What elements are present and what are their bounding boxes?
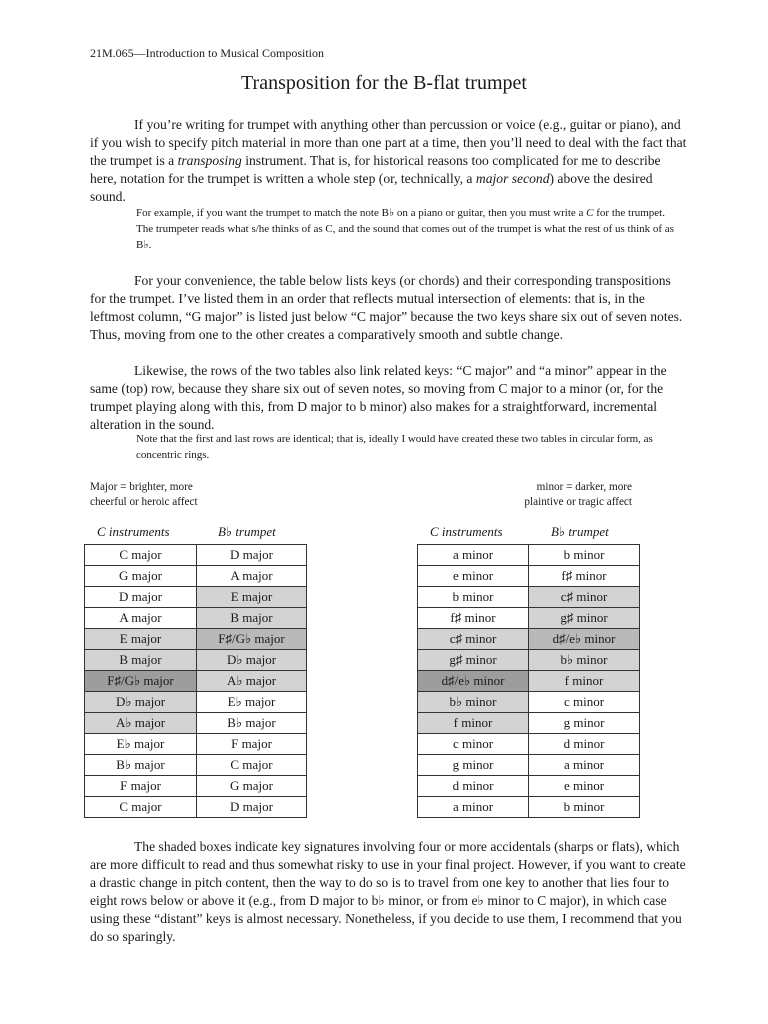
major-c-instrument-key: E major bbox=[85, 629, 197, 650]
minor-c-instrument-key: c♯ minor bbox=[418, 629, 529, 650]
major-bb-trumpet-header: B♭ trumpet bbox=[218, 524, 276, 539]
table-row bbox=[85, 734, 307, 755]
major-c-instrument-key: F♯/G♭ major bbox=[85, 671, 197, 692]
minor-c-instrument-key: a minor bbox=[418, 797, 529, 818]
minor-bb-trumpet-key: g minor bbox=[529, 713, 640, 734]
major-bb-trumpet-key: G major bbox=[197, 776, 307, 797]
major-bb-trumpet-key: D♭ major bbox=[197, 650, 307, 671]
course-header: 21M.065—Introduction to Musical Composition bbox=[90, 46, 324, 60]
minor-legend-line: minor = darker, more bbox=[536, 481, 632, 493]
major-bb-trumpet-key: E♭ major bbox=[197, 692, 307, 713]
minor-legend-line: plaintive or tragic affect bbox=[524, 496, 632, 508]
minor-c-instrument-key: b♭ minor bbox=[418, 692, 529, 713]
minor-bb-trumpet-key: b♭ minor bbox=[529, 650, 640, 671]
major-bb-trumpet-key: D major bbox=[197, 545, 307, 566]
example-note: For example, if you want the trumpet to match the note B♭ on a piano or guitar, then you must write a C for the trumpet. The trumpeter reads what s/he thinks of as C, and the sound that comes out of the trumpet is what the rest of us think of as B♭. bbox=[136, 207, 674, 251]
table-row bbox=[418, 755, 640, 776]
table-row bbox=[85, 692, 307, 713]
table-row bbox=[418, 734, 640, 755]
minor-bb-trumpet-key: f minor bbox=[529, 671, 640, 692]
major-c-instrument-key: D major bbox=[85, 587, 197, 608]
table-row bbox=[418, 713, 640, 734]
table-row bbox=[85, 671, 307, 692]
minor-bb-trumpet-key: b minor bbox=[529, 545, 640, 566]
table-row bbox=[85, 545, 307, 566]
minor-c-instrument-key: d♯/e♭ minor bbox=[418, 671, 529, 692]
table-row bbox=[418, 692, 640, 713]
minor-c-instrument-key: d minor bbox=[418, 776, 529, 797]
minor-c-instrument-key: a minor bbox=[418, 545, 529, 566]
major-c-instrument-key: D♭ major bbox=[85, 692, 197, 713]
major-c-instrument-key: E♭ major bbox=[85, 734, 197, 755]
major-c-instrument-key: C major bbox=[85, 545, 197, 566]
minor-c-instrument-key: g minor bbox=[418, 755, 529, 776]
table-row bbox=[418, 671, 640, 692]
minor-bb-trumpet-key: d minor bbox=[529, 734, 640, 755]
minor-legend bbox=[470, 480, 632, 510]
major-legend-line: Major = brighter, more bbox=[90, 481, 193, 493]
major-c-instrument-key: C major bbox=[85, 797, 197, 818]
major-c-instrument-key: B♭ major bbox=[85, 755, 197, 776]
major-c-instrument-key: A♭ major bbox=[85, 713, 197, 734]
minor-keys-table bbox=[417, 544, 640, 818]
major-bb-trumpet-key: F♯/G♭ major bbox=[197, 629, 307, 650]
related-keys-paragraph: Likewise, the rows of the two tables also link related keys: “C major” and “a minor” appear in the same (top) row, because they share six out of seven notes, so moving from C major to a minor (or, for the trumpet playing along with this, from D major to b minor) also makes for a straightforward, incremental alteration in the sound. bbox=[90, 363, 667, 432]
major-bb-trumpet-key: B♭ major bbox=[197, 713, 307, 734]
major-bb-trumpet-key: D major bbox=[197, 797, 307, 818]
minor-c-instrument-key: e minor bbox=[418, 566, 529, 587]
major-c-instrument-key: G major bbox=[85, 566, 197, 587]
major-legend bbox=[90, 480, 198, 510]
major-c-instrument-key: A major bbox=[85, 608, 197, 629]
minor-c-instrument-key: f minor bbox=[418, 713, 529, 734]
table-row bbox=[418, 566, 640, 587]
major-bb-trumpet-key: C major bbox=[197, 755, 307, 776]
table-row bbox=[418, 629, 640, 650]
table-row bbox=[85, 797, 307, 818]
minor-c-instrument-key: f♯ minor bbox=[418, 608, 529, 629]
minor-c-instruments-header: C instruments bbox=[430, 524, 503, 539]
minor-bb-trumpet-header: B♭ trumpet bbox=[551, 524, 609, 539]
table-row bbox=[85, 608, 307, 629]
shaded-boxes-paragraph: The shaded boxes indicate key signatures involving four or more accidentals (sharps or flats), which are more difficult to read and thus somewhat risky to use in your final project. However, if you want to create a drastic change in pitch content, then the way to do so is to travel from one key to another that lies four to eight rows below or above it (e.g., from D major to b♭ minor, or from e♭ minor to C major), in which case using these “distant” keys is almost necessary. Nonetheless, if you decide to use them, I recommend that you do so sparingly. bbox=[90, 839, 686, 944]
intro-paragraph: If you’re writing for trumpet with anything other than percussion or voice (e.g., guitar or piano), and if you wish to specify pitch material in more than one part at a time, then you’ll need to deal with the fact that the trumpet is a transposing instrument. That is, for historical reasons too complicated for me to describe here, notation for the trumpet is written a whole step (or, technically, a major second) above the desired sound. bbox=[90, 117, 687, 204]
major-c-instruments-header: C instruments bbox=[97, 524, 170, 539]
major-bb-trumpet-key: F major bbox=[197, 734, 307, 755]
table-row bbox=[418, 797, 640, 818]
table-row bbox=[85, 650, 307, 671]
table-explanation-paragraph: For your convenience, the table below lists keys (or chords) and their corresponding transpositions for the trumpet. I’ve listed them in an order that reflects mutual intersection of elements: that is, in the leftmost column, “G major” is listed just below “C major” because the two keys share six out of seven notes. Thus, moving from one to the other creates a comparatively smooth and subtle change. bbox=[90, 273, 683, 342]
table-row bbox=[418, 608, 640, 629]
minor-bb-trumpet-key: c♯ minor bbox=[529, 587, 640, 608]
minor-c-instrument-key: c minor bbox=[418, 734, 529, 755]
minor-bb-trumpet-key: g♯ minor bbox=[529, 608, 640, 629]
minor-c-instrument-key: g♯ minor bbox=[418, 650, 529, 671]
minor-c-instrument-key: b minor bbox=[418, 587, 529, 608]
table-row bbox=[85, 755, 307, 776]
minor-bb-trumpet-key: e minor bbox=[529, 776, 640, 797]
table-row bbox=[85, 776, 307, 797]
minor-bb-trumpet-key: f♯ minor bbox=[529, 566, 640, 587]
table-row bbox=[85, 587, 307, 608]
major-bb-trumpet-key: E major bbox=[197, 587, 307, 608]
minor-bb-trumpet-key: a minor bbox=[529, 755, 640, 776]
table-row bbox=[85, 629, 307, 650]
table-row bbox=[85, 566, 307, 587]
minor-bb-trumpet-key: b minor bbox=[529, 797, 640, 818]
table-row bbox=[85, 713, 307, 734]
major-keys-table bbox=[84, 544, 307, 818]
page-title: Transposition for the B-flat trumpet bbox=[241, 72, 527, 94]
major-legend-line: cheerful or heroic affect bbox=[90, 496, 198, 508]
table-row bbox=[418, 587, 640, 608]
table-row bbox=[418, 776, 640, 797]
major-c-instrument-key: B major bbox=[85, 650, 197, 671]
major-bb-trumpet-key: B major bbox=[197, 608, 307, 629]
major-bb-trumpet-key: A major bbox=[197, 566, 307, 587]
table-row bbox=[418, 650, 640, 671]
major-c-instrument-key: F major bbox=[85, 776, 197, 797]
major-bb-trumpet-key: A♭ major bbox=[197, 671, 307, 692]
table-row bbox=[418, 545, 640, 566]
minor-bb-trumpet-key: c minor bbox=[529, 692, 640, 713]
circular-note: Note that the first and last rows are identical; that is, ideally I would have created these two tables in circular form, as concentric rings. bbox=[136, 433, 653, 461]
minor-bb-trumpet-key: d♯/e♭ minor bbox=[529, 629, 640, 650]
